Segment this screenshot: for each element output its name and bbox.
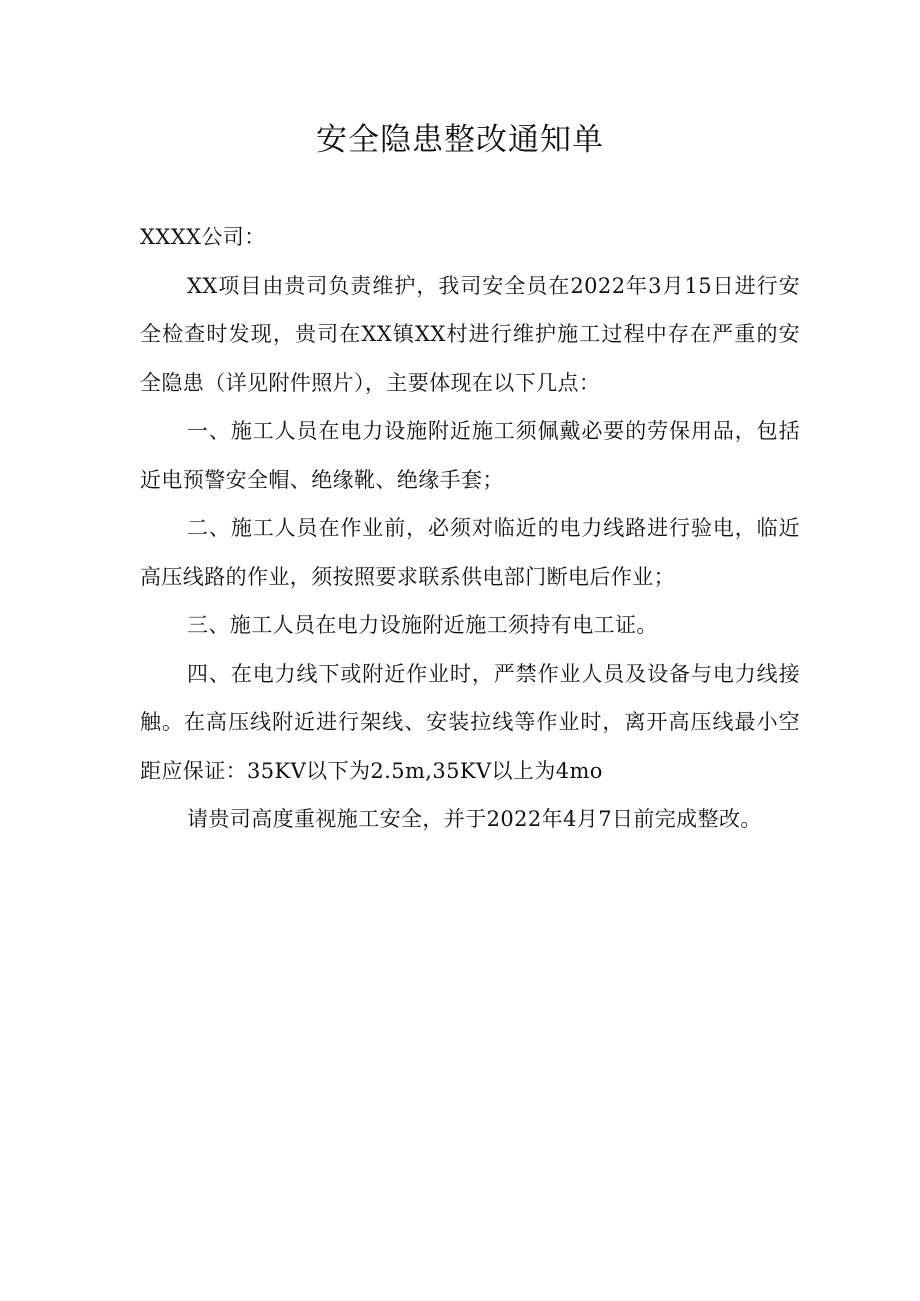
document-title: 安全隐患整改通知单 bbox=[316, 122, 604, 158]
paragraph-item-1: 一、施工人员在电力设施附近施工须佩戴必要的劳保用品，包括近电预警安全帽、绝缘靴、绝缘手套； bbox=[140, 419, 800, 492]
salutation: XXXX公司： bbox=[140, 225, 266, 249]
paragraph-item-3: 三、施工人员在电力设施附近施工须持有电工证。 bbox=[187, 613, 658, 637]
paragraph-intro: XX项目由贵司负责维护，我司安全员在2022年3月15日进行安全检查时发现，贵司在XX镇XX村进行维护施工过程中存在严重的安全隐患（详见附件照片），主要体现在以下几点： bbox=[140, 273, 800, 395]
paragraph-closing: 请贵司高度重视施工安全，并于2022年4月7日前完成整改。 bbox=[187, 807, 762, 831]
document-body bbox=[140, 213, 800, 844]
paragraph-item-2: 二、施工人员在作业前，必须对临近的电力线路进行验电，临近高压线路的作业，须按照要求联系供电部门断电后作业； bbox=[140, 516, 800, 589]
paragraph-item-4: 四、在电力线下或附近作业时，严禁作业人员及设备与电力线接触。在高压线附近进行架线、安装拉线等作业时，离开高压线最小空距应保证：35KV以下为2.5m,35KV以上为4mo bbox=[140, 661, 800, 783]
